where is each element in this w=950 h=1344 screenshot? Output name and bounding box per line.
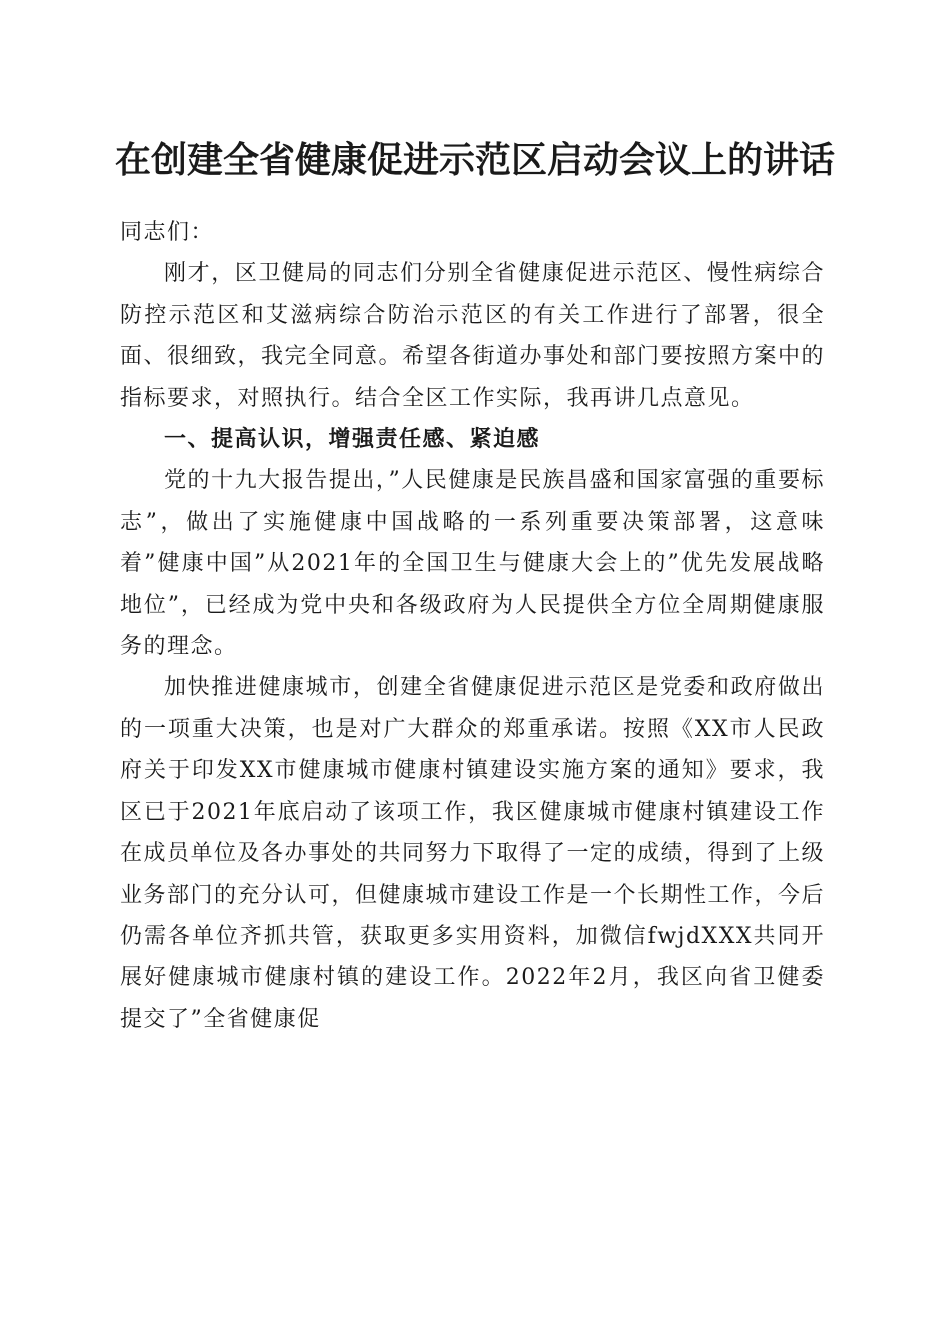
section-heading-1: 一、提高认识，增强责任感、紧迫感 [164,427,541,453]
salutation: 同志们： [120,220,215,245]
document-body [120,212,825,1040]
section-1-paragraph-1: 党的十九大报告提出，”人民健康是民族昌盛和国家富强的重要标志”，做出了实施健康中国战略的一系列重要决策部署，这意味着”健康中国”从2021年的全国卫生与健康大会上的”优先发展战略地位”，已经成为党中央和各级政府为人民提供全方位全周期健康服务的理念。 [120,468,825,660]
section-1-paragraph-2: 加快推进健康城市，创建全省健康促进示范区是党委和政府做出的一项重大决策，也是对广大群众的郑重承诺。按照《XX市人民政府关于印发XX市健康城市健康村镇建设实施方案的通知》要求，我区已于2021年底启动了该项工作，我区健康城市健康村镇建设工作在成员单位及各办事处的共同努力下取得了一定的成绩，得到了上级业务部门的充分认可，但健康城市建设工作是一个长期性工作，今后仍需各单位齐抓共管，获取更多实用资料，加微信fwjdXXX共同开展好健康城市健康村镇的建设工作。2022年2月，我区向省卫健委提交了”全省健康促 [120,675,826,1032]
intro-paragraph: 刚才，区卫健局的同志们分别全省健康促进示范区、慢性病综合防控示范区和艾滋病综合防治示范区的有关工作进行了部署，很全面、很细致，我完全同意。希望各街道办事处和部门要按照方案中的指标要求，对照执行。结合全区工作实际，我再讲几点意见。 [120,261,826,411]
document-title: 在创建全省健康促进示范区启动会议上的讲话 [114,139,835,181]
